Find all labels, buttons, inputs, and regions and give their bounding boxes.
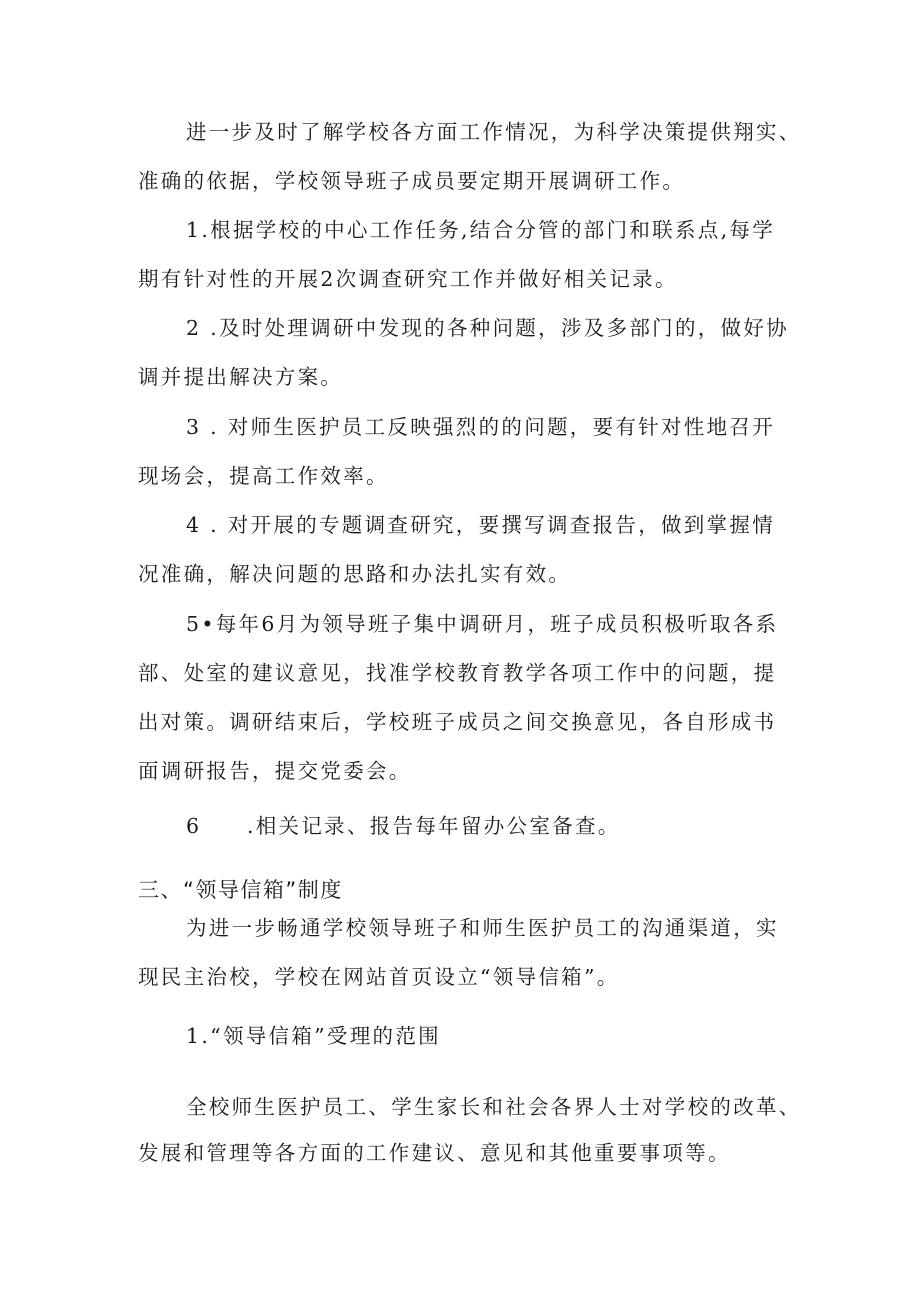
paragraph-intro-line-2: 准确的依据，学校领导班子成员要定期开展调研工作。	[138, 169, 686, 193]
item-5-line-4: 面调研报告，提交党委会。	[138, 759, 412, 783]
section-heading-leader-mailbox: 三、“领导信箱”制度	[138, 878, 343, 902]
mailbox-intro-line-1: 为进一步畅通学校领导班子和师生医护员工的沟通渠道，实	[186, 916, 779, 940]
item-3-line-2: 现场会，提高工作效率。	[138, 464, 389, 488]
item-5-line-2: 部、处室的建议意见，找准学校教育教学各项工作中的问题，提	[138, 661, 777, 685]
mailbox-scope-line-2: 发展和管理等各方面的工作建议、意见和其他重要事项等。	[138, 1141, 731, 1165]
item-2-line-1: 2 .及时处理调研中发现的各种问题，涉及多部门的，做好协	[186, 316, 789, 340]
item-6-line-1: 6 .相关记录、报告每年留办公室备查。	[186, 814, 621, 838]
item-1-line-1: 1.根据学校的中心工作任务,结合分管的部门和联系点,每学	[186, 218, 775, 242]
mailbox-scope-title: 1.“领导信箱”受理的范围	[186, 1024, 441, 1048]
item-4-line-2: 况准确，解决问题的思路和办法扎实有效。	[138, 562, 572, 586]
mailbox-intro-line-2: 现民主治校，学校在网站首页设立“领导信箱”。	[138, 965, 620, 989]
item-5-line-1: 5•每年6月为领导班子集中调研月，班子成员积极听取各系	[186, 612, 779, 636]
item-4-line-1: 4 . 对开展的专题调查研究，要撰写调查报告，做到掌握情	[186, 513, 775, 537]
item-3-line-1: 3 . 对师生医护员工反映强烈的的问题，要有针对性地召开	[186, 415, 775, 439]
item-2-line-2: 调并提出解决方案。	[138, 365, 344, 389]
mailbox-scope-line-1: 全校师生医护员工、学生家长和社会各界人士对学校的改革、	[186, 1095, 802, 1119]
item-5-line-3: 出对策。调研结束后，学校班子成员之间交换意见，各自形成书	[138, 710, 777, 734]
paragraph-intro-line-1: 进一步及时了解学校各方面工作情况，为科学决策提供翔实、	[186, 120, 802, 144]
item-1-line-2: 期有针对性的开展2次调查研究工作并做好相关记录。	[138, 267, 678, 291]
